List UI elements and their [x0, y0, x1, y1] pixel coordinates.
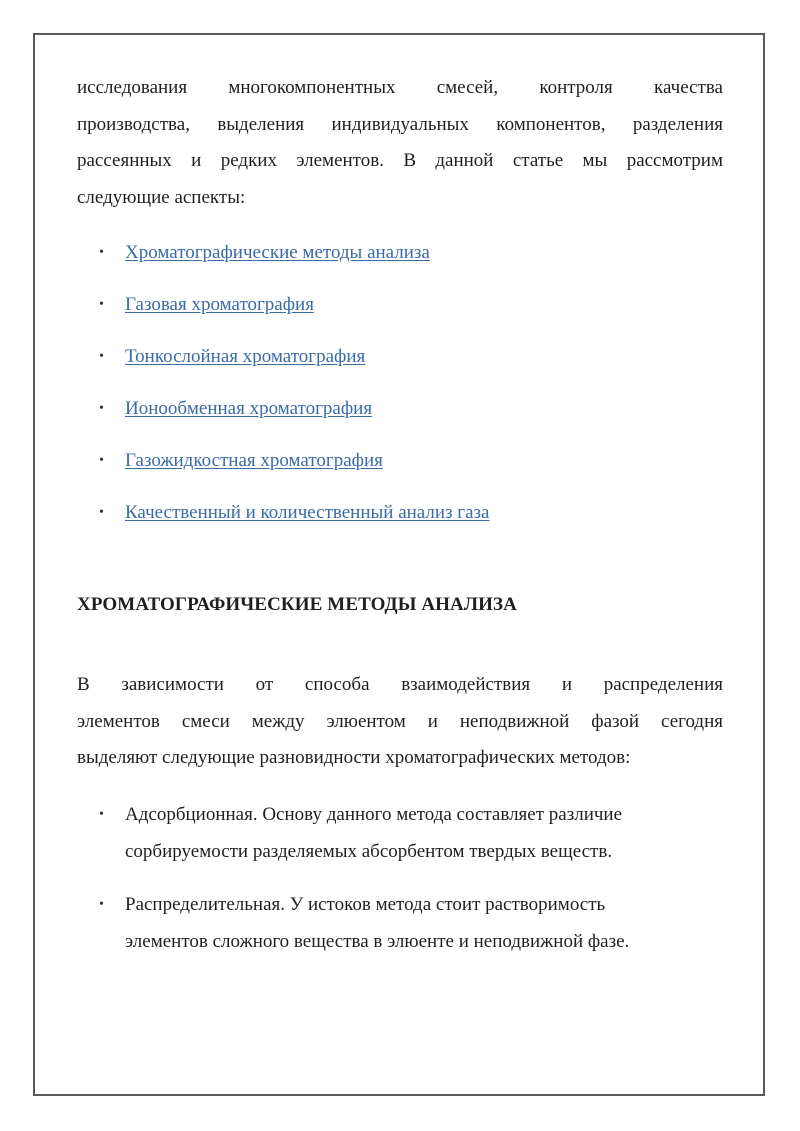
method-line: Адсорбционная. Основу данного метода составляет различие [125, 803, 623, 825]
bullet-icon: • [99, 401, 104, 416]
bullet-icon: • [99, 245, 104, 260]
bullet-icon: • [99, 505, 104, 520]
bullet-icon: • [99, 453, 104, 468]
document-body [77, 70, 723, 976]
toc-item [77, 446, 723, 498]
section-line-1: В зависимости от способа взаимодействия и распределения [77, 674, 723, 695]
section-line-2: элементов смеси между элюентом и неподвижной фазой сегодня [77, 710, 723, 732]
intro-line-3: рассеянных и редких элементов. В данной статье мы рассмотрим [77, 150, 723, 171]
methods-list [77, 796, 723, 960]
toc-link-thin-layer-chromatography[interactable]: Тонкослойная хроматография [125, 346, 366, 367]
toc-item [77, 238, 723, 290]
section-paragraph [77, 667, 723, 777]
toc-item [77, 394, 723, 446]
toc-link-gas-chromatography[interactable]: Газовая хроматография [125, 294, 314, 315]
intro-line-1: исследования многокомпонентных смесей, контроля качества [77, 77, 723, 98]
method-line: сорбируемости разделяемых абсорбентом твердых веществ. [125, 840, 613, 862]
toc-item [77, 342, 723, 394]
toc-item [77, 290, 723, 342]
toc-link-gas-liquid-chromatography[interactable]: Газожидкостная хроматография [125, 450, 383, 471]
toc-link-ion-exchange-chromatography[interactable]: Ионообменная хроматография [125, 398, 373, 419]
method-item-adsorption [77, 796, 723, 870]
intro-paragraph [77, 70, 723, 216]
intro-line-2: производства, выделения индивидуальных компонентов, разделения [77, 113, 723, 135]
method-item-partition [77, 886, 723, 960]
method-line: Распределительная. У истоков метода стоит растворимость [125, 893, 606, 915]
intro-line-4: следующие аспекты: [77, 186, 246, 208]
toc-link-gas-analysis[interactable]: Качественный и количественный анализ газа [125, 502, 490, 523]
method-line: элементов сложного вещества в элюенте и неподвижной фазе. [125, 930, 630, 952]
toc-item [77, 498, 723, 550]
bullet-icon: • [99, 896, 104, 912]
toc-link-chromatographic-methods[interactable]: Хроматографические методы анализа [125, 242, 430, 263]
table-of-contents [77, 238, 723, 550]
bullet-icon: • [99, 297, 104, 312]
section-line-3: выделяют следующие разновидности хроматографических методов: [77, 747, 631, 768]
bullet-icon: • [99, 349, 104, 364]
section-heading: ХРОМАТОГРАФИЧЕСКИЕ МЕТОДЫ АНАЛИЗА [77, 594, 517, 615]
bullet-icon: • [99, 806, 104, 822]
